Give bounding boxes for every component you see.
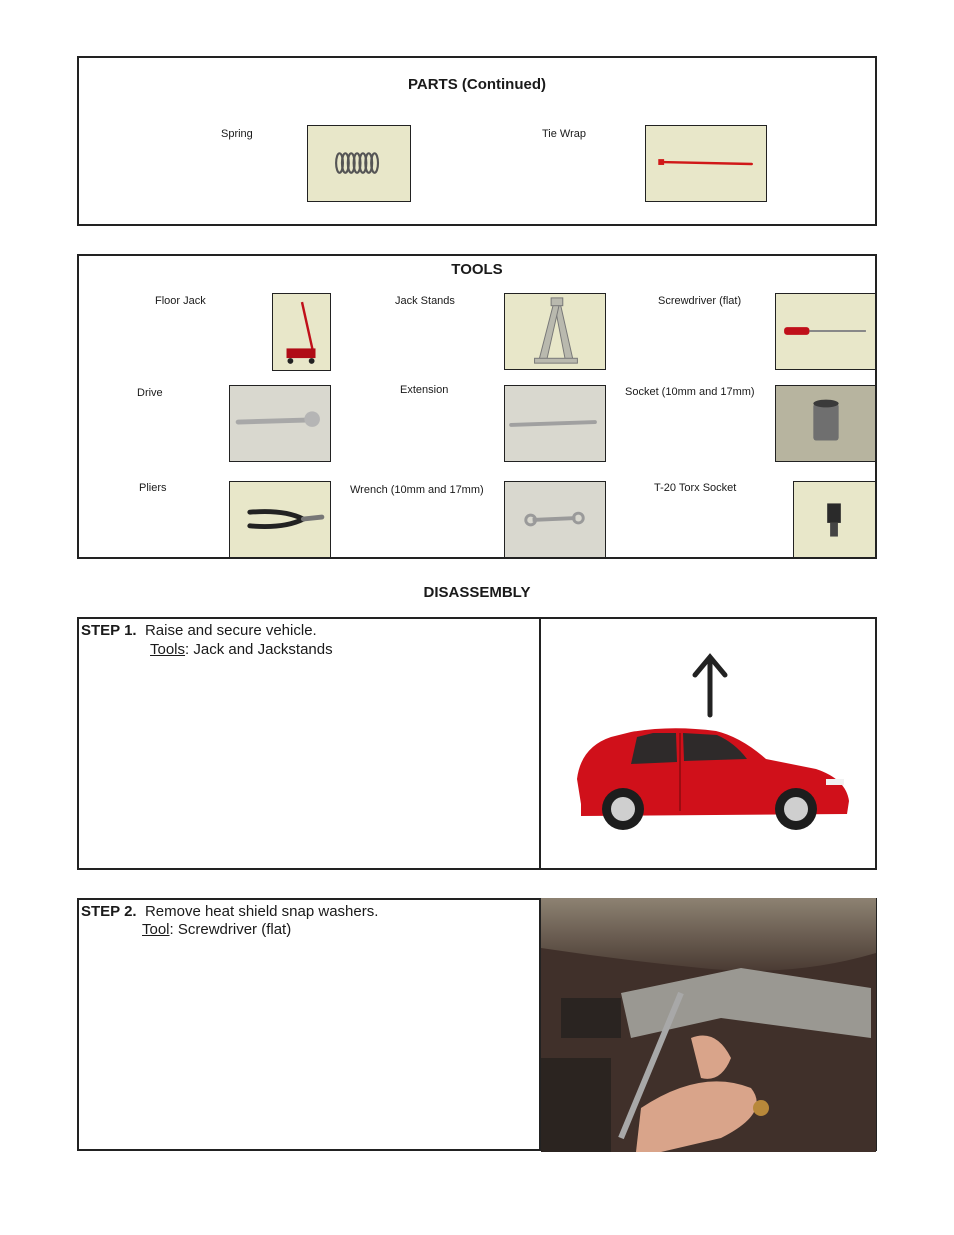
tie-wrap-icon <box>645 125 767 202</box>
tool-label-screwdriver: Screwdriver (flat) <box>658 295 742 307</box>
tool-label-drive: Drive <box>137 387 163 399</box>
up-arrow-icon <box>695 657 725 715</box>
tool-label-floor-jack: Floor Jack <box>155 295 206 307</box>
step-2-tools <box>142 920 291 939</box>
step-2-tool-label: Tool <box>142 921 170 938</box>
tool-label-socket: Socket (10mm and 17mm) <box>625 386 755 398</box>
floor-jack-icon <box>272 293 331 371</box>
step-1-number: STEP 1. <box>81 622 137 639</box>
part-label-tie-wrap: Tie Wrap <box>542 128 587 140</box>
step-1-tools <box>150 640 333 659</box>
jack-stands-icon <box>504 293 606 370</box>
step-1-tools-value: : Jack and Jackstands <box>185 641 333 658</box>
extension-icon <box>504 385 606 462</box>
tool-label-extension: Extension <box>400 384 449 396</box>
red-car-icon <box>577 728 849 830</box>
socket-icon <box>775 385 876 462</box>
tool-label-jack-stands: Jack Stands <box>395 295 455 307</box>
part-label-spring: Spring <box>221 128 253 140</box>
step-2-text <box>81 902 378 921</box>
tools-title: TOOLS <box>451 261 503 278</box>
step-2-number: STEP 2. <box>81 903 137 920</box>
step-1-instruction: Raise and secure vehicle. <box>144 622 317 639</box>
ratchet-drive-icon <box>229 385 331 462</box>
torx-socket-icon <box>793 481 876 558</box>
step-2-tool-value: : Screwdriver (flat) <box>169 921 292 938</box>
underbody-photo <box>541 898 876 1152</box>
screwdriver-icon <box>775 293 876 370</box>
tool-label-pliers: Pliers <box>139 482 167 494</box>
spring-icon <box>307 125 411 202</box>
step-1-text <box>81 621 317 640</box>
pliers-icon <box>229 481 331 558</box>
step-2-instruction: Remove heat shield snap washers. <box>144 903 379 920</box>
wrench-icon <box>504 481 606 558</box>
tool-label-torx-socket: T-20 Torx Socket <box>654 482 737 494</box>
parts-title: PARTS (Continued) <box>407 76 547 93</box>
step-1-tools-label: Tools <box>150 641 186 658</box>
raised-car-illustration <box>541 619 875 868</box>
tool-label-wrench: Wrench (10mm and 17mm) <box>350 484 484 496</box>
disassembly-title: DISASSEMBLY <box>423 584 531 601</box>
